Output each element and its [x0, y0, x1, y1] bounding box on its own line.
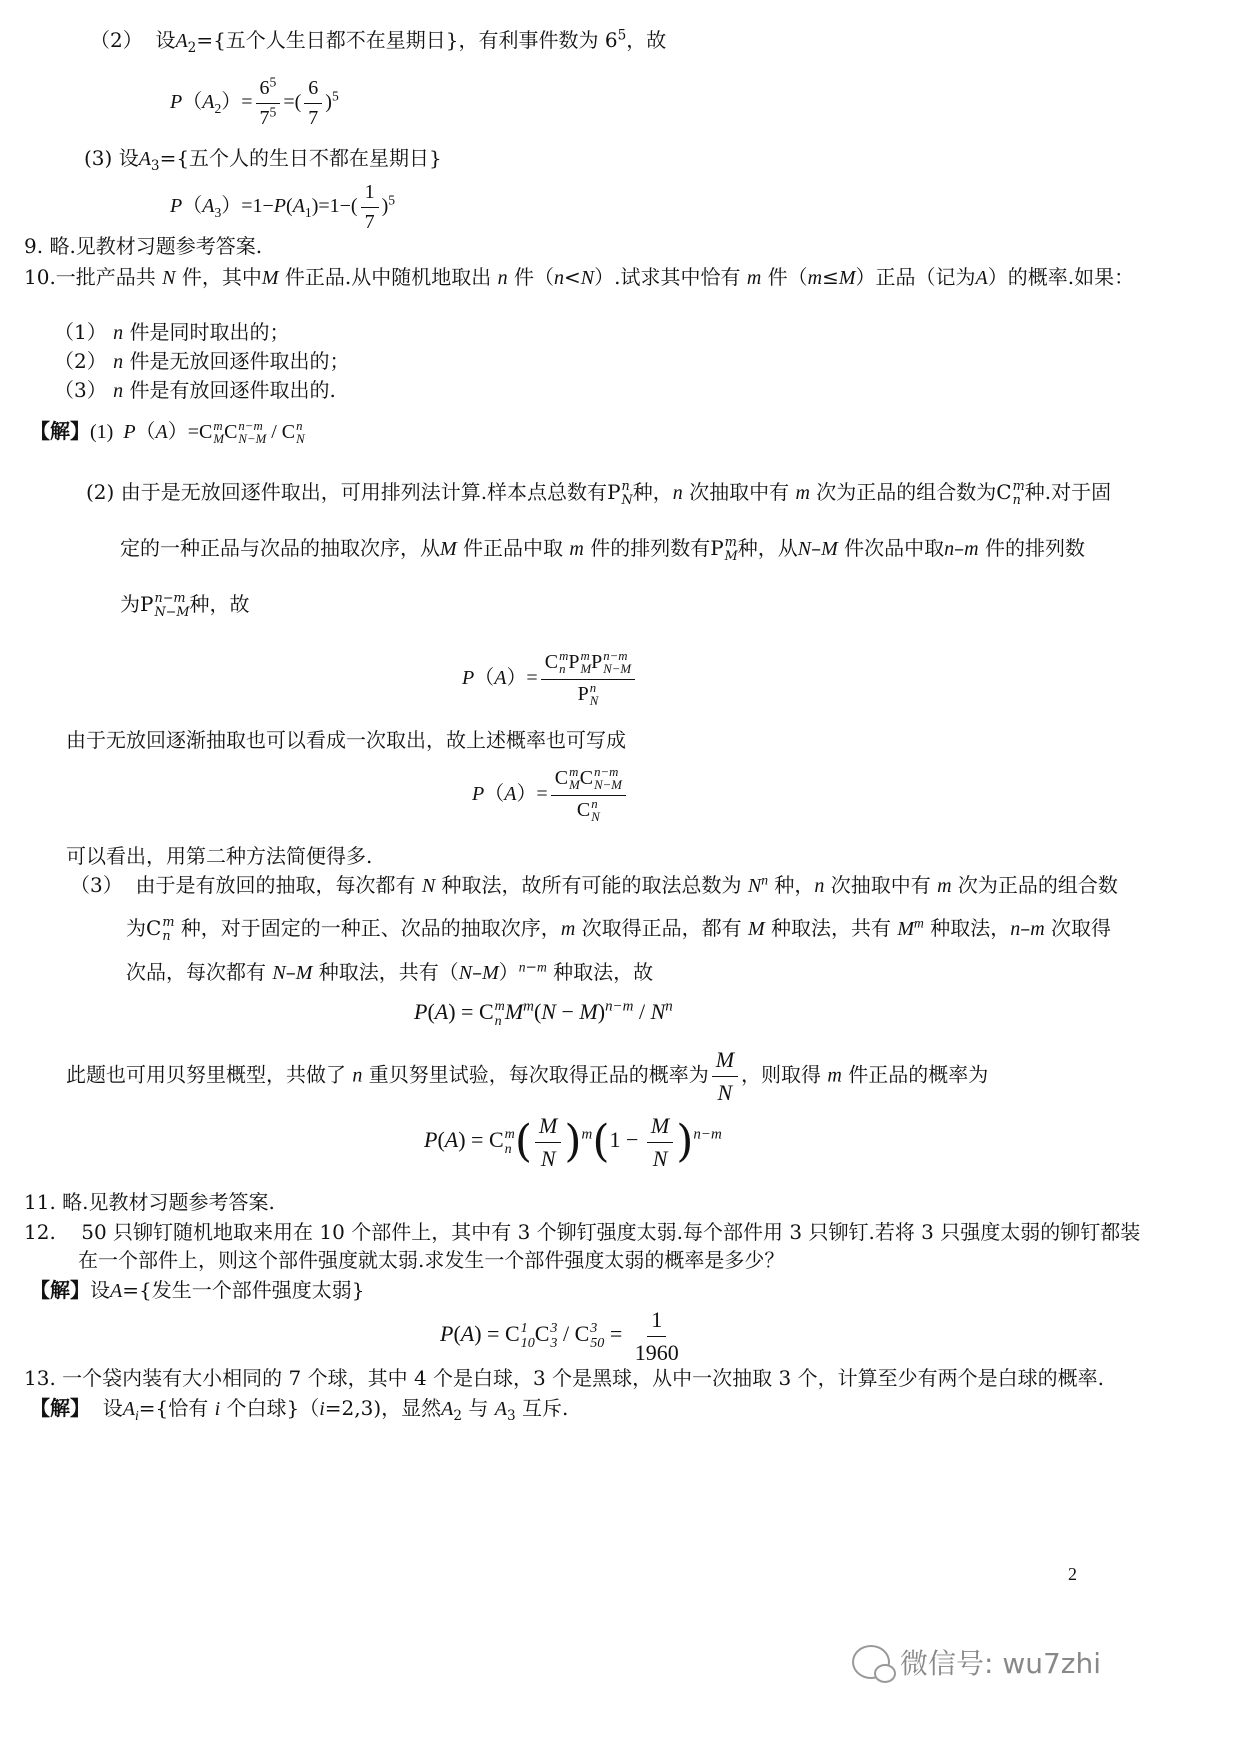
- q10-item-3: （3） n 件是有放回逐件取出的.: [54, 378, 336, 402]
- q10-formula-replacement: P(A) = C m n $M^m(N - M)^{n-m} / N^n$: [414, 998, 673, 1029]
- q10-formula-perm: P（A）= C m n P m M P n−m N−M P n N: [462, 650, 1240, 709]
- q12-line1: 12. 50 只铆钉随机地取来用在 10 个部件上，其中有 3 个铆钉强度太弱.每个部件用 3 只铆钉.若将 3 只强度太弱的铆钉都装: [24, 1220, 1141, 1244]
- wechat-icon: [852, 1645, 890, 1679]
- watermark: [852, 1642, 1101, 1682]
- q10-item-2: （2） n 件是无放回逐件取出的；: [54, 349, 350, 373]
- q12-formula: P(A) = C 1 10 C 3 3 / C 3 50 = $\frac{1}{1960}$: [440, 1307, 679, 1365]
- q13-solution: 【解】 设$A_i=${恰有 i 个白球}（i=2,3)，显然$A_2$ 与 $A_3$ 互斥.: [30, 1396, 569, 1424]
- q10-solution-2-line3: 为P n−m N−M 种，故: [120, 591, 250, 620]
- q10-bernoulli-text: 此题也可用贝努里概型，共做了 n 重贝努里试验，每次取得正品的概率为 $\frac{M}{N}$ ，则取得 m 件正品的概率为: [66, 1047, 989, 1105]
- q10-solution-3-line1: （3） 由于是有放回的抽取，每次都有 N 种取法，故所有可能的取法总数为 $N^n$ 种，n 次抽取中有 m 次为正品的组合数: [70, 872, 1118, 897]
- q10-note-1: 由于无放回逐渐抽取也可以看成一次取出，故上述概率也可写成: [66, 728, 626, 752]
- q10-solution-3-line2: 为C m n 种，对于固定的一种正、次品的抽取次序，m 次取得正品，都有 M 种取法，共有 $M^m$ 种取法，n–m 次取得: [126, 915, 1112, 944]
- q10-solution-1: 【解】(1) P（A）=C m M C n−m N−M / C n N: [30, 419, 305, 447]
- q10-formula-comb: P（A）= C m M C n−m N−M C n N: [472, 766, 1240, 825]
- q10-solution-2-line1: (2) 由于是无放回逐件取出，可用排列法计算.样本点总数有P n N 种，n 次抽取中有 m 次为正品的组合数为C m n 种.对于固: [86, 479, 1112, 508]
- q9-text: 9. 略.见教材习题参考答案.: [24, 234, 263, 258]
- q10-formula-bernoulli: P(A) = C m n ( $\frac{M}{N}$ )$^m$(1 − $\frac{M}{N}$ )$^{n-m}$: [424, 1113, 722, 1171]
- q12-line2: 在一个部件上，则这个部件强度就太弱.求发生一个部件强度太弱的概率是多少？: [78, 1248, 785, 1272]
- q10-stem: 10.一批产品共 N 件，其中M 件正品.从中随机地取出 n 件（n<N）.试求其中恰有 m 件（m≤M）正品（记为A）的概率.如果：: [24, 265, 1135, 289]
- q10-solution-2-line2: 定的一种正品与次品的抽取次序，从M 件正品中取 m 件的排列数有P m M 种，从N–M 件次品中取n–m 件的排列数: [120, 535, 1085, 564]
- q10-item-1: （1） n 件是同时取出的；: [54, 320, 290, 344]
- q13-text: 13. 一个袋内装有大小相同的 7 个球，其中 4 个是白球，3 个是黑球，从中一次抽取 3 个，计算至少有两个是白球的概率.: [24, 1366, 1104, 1390]
- q8-part3-formula: $P(A_3)=1-P(A_1)=1-$( $\frac{1}{7}$ )$^5$: [170, 181, 396, 233]
- q8-part2-formula: $P(A_2)=$ $\frac{6^5}{7^5}$ =( $\frac{6}{7}$ )$^5$: [170, 74, 339, 129]
- q12-solution: 【解】设A={发生一个部件强度太弱}: [30, 1278, 365, 1302]
- q8-part3-stem: (3) 设$A_3=${五个人的生日不都在星期日}: [84, 146, 442, 174]
- q10-solution-3-line3: 次品，每次都有 N–M 种取法，共有$(N-M)^{n-m}$ 种取法，故: [126, 959, 654, 984]
- q10-note-2: 可以看出，用第二种方法简便得多.: [66, 844, 373, 868]
- q11-text: 11. 略.见教材习题参考答案.: [24, 1190, 275, 1214]
- watermark-text: 微信号: wu7zhi: [900, 1647, 1102, 1680]
- q8-part2-stem: （2） 设$A_2=${五个人生日都不在星期日}，有利事件数为 $6^5$，故: [90, 27, 667, 56]
- page-number: 2: [1068, 1564, 1077, 1584]
